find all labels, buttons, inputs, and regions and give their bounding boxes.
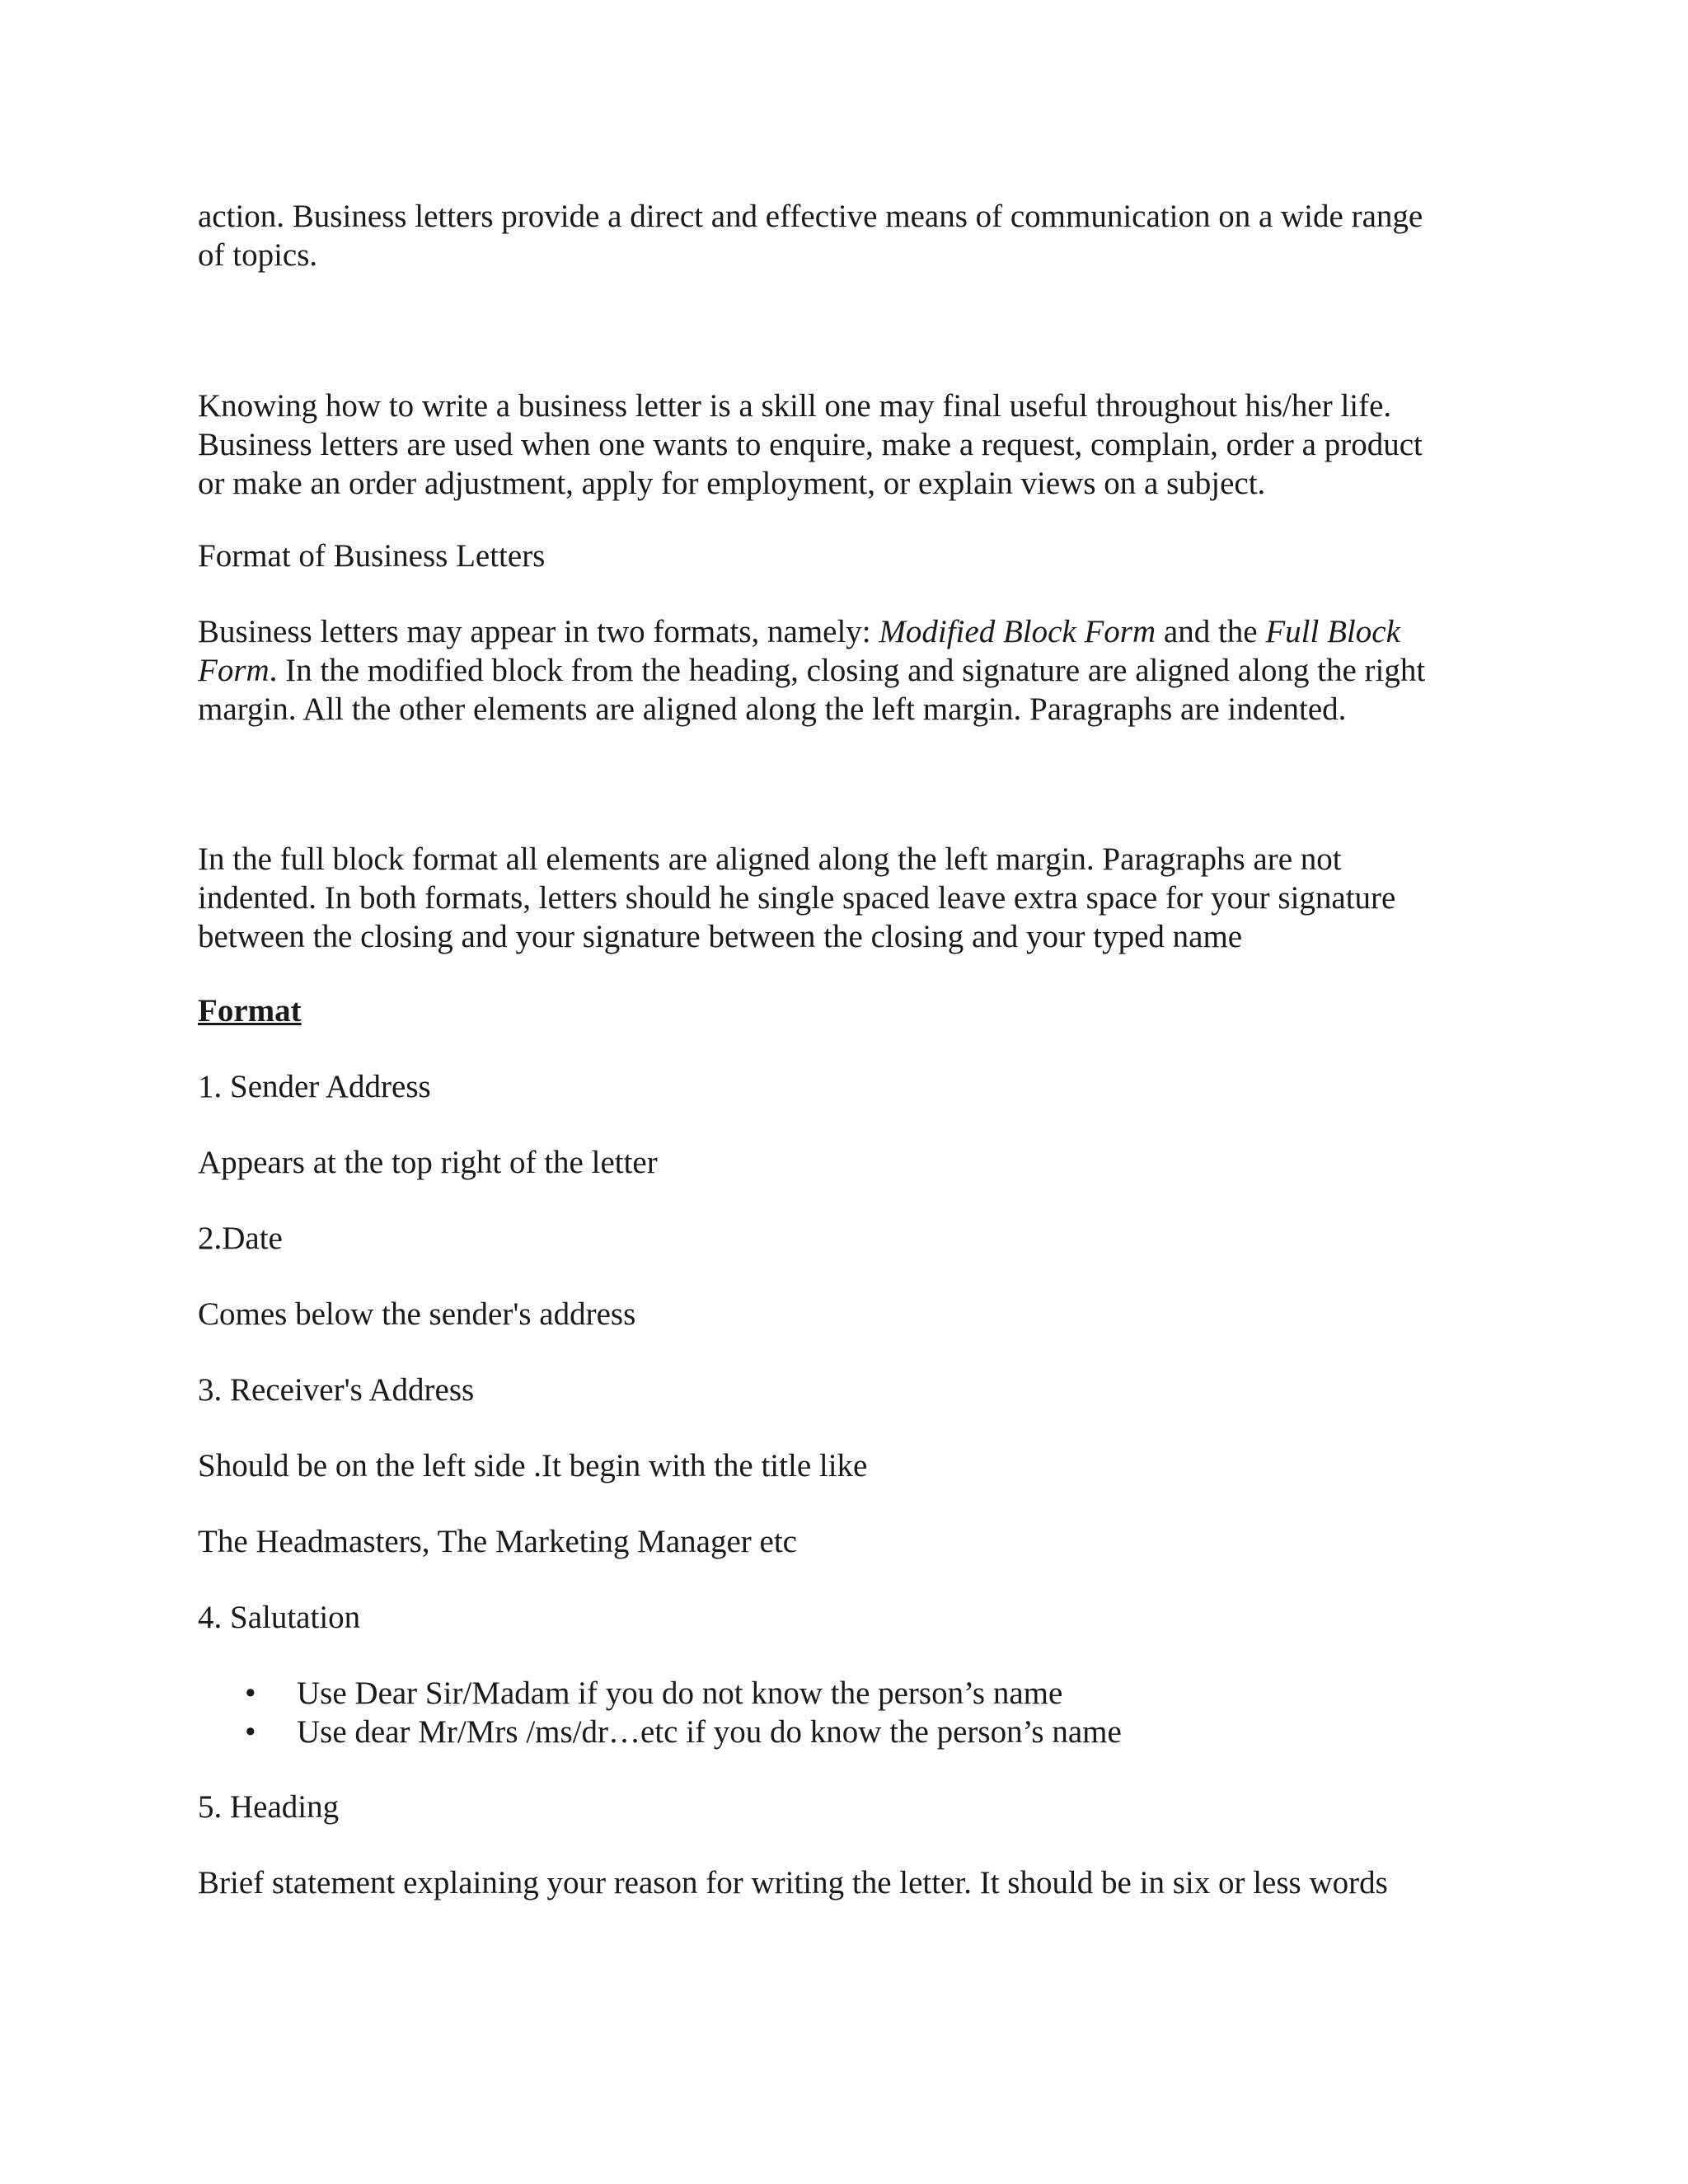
paragraph-formats — [198, 613, 1451, 729]
heading-title: 5. Heading — [198, 1789, 340, 1825]
bullet-icon: • — [245, 1713, 256, 1750]
salutation-title: 4. Salutation — [198, 1600, 361, 1635]
formats-text-3: . In the modified block from the heading, closing and signature are aligned along the right margin. All the other elements are aligned along the left margin. Paragraphs are indented. — [198, 652, 1426, 727]
receiver-address-example: The Headmasters, The Marketing Manager etc — [198, 1524, 797, 1559]
receiver-address-text: Should be on the left side .It begin with the title like — [198, 1448, 868, 1483]
paragraph-knowing: Knowing how to write a business letter is a skill one may final useful throughout his/her life. Business letters are used when one wants to enquire, make a request, complain, order a product or make an order adjustment, apply for employment, or explain views on a subject. — [198, 388, 1423, 501]
paragraph-full-block: In the full block format all elements are aligned along the left margin. Paragraphs are not indented. In both formats, letters should he single spaced leave extra space for your signature between the closing and your signature between the closing and your typed name — [198, 841, 1396, 954]
heading-text: Brief statement explaining your reason for writing the letter. It should be in six or less words — [198, 1865, 1388, 1900]
sender-address-title: 1. Sender Address — [198, 1069, 431, 1104]
bullet-text: Use Dear Sir/Madam if you do not know the person’s name — [297, 1675, 1063, 1711]
date-text: Comes below the sender's address — [198, 1296, 636, 1332]
format-heading: Format — [198, 993, 302, 1029]
bullet-text: Use dear Mr/Mrs /ms/dr…etc if you do know the person’s name — [297, 1713, 1122, 1750]
salutation-bullet-list — [198, 1675, 1451, 1752]
formats-text-1: Business letters may appear in two formats, namely: — [198, 614, 879, 649]
full-block-form-term: Full Block Form — [198, 614, 1400, 688]
bullet-icon: • — [245, 1675, 256, 1711]
sender-address-text: Appears at the top right of the letter — [198, 1145, 658, 1180]
modified-block-form-term: Modified Block Form — [879, 614, 1156, 649]
paragraph-intro-end: action. Business letters provide a direct and effective means of communication on a wide range of topics. — [198, 199, 1423, 273]
list-item — [198, 1675, 1451, 1713]
receiver-address-title: 3. Receiver's Address — [198, 1372, 475, 1408]
date-title: 2.Date — [198, 1221, 283, 1256]
formats-text-2: and the — [1156, 614, 1266, 649]
list-item — [198, 1713, 1451, 1752]
section-title-format-of-business-letters: Format of Business Letters — [198, 538, 546, 574]
